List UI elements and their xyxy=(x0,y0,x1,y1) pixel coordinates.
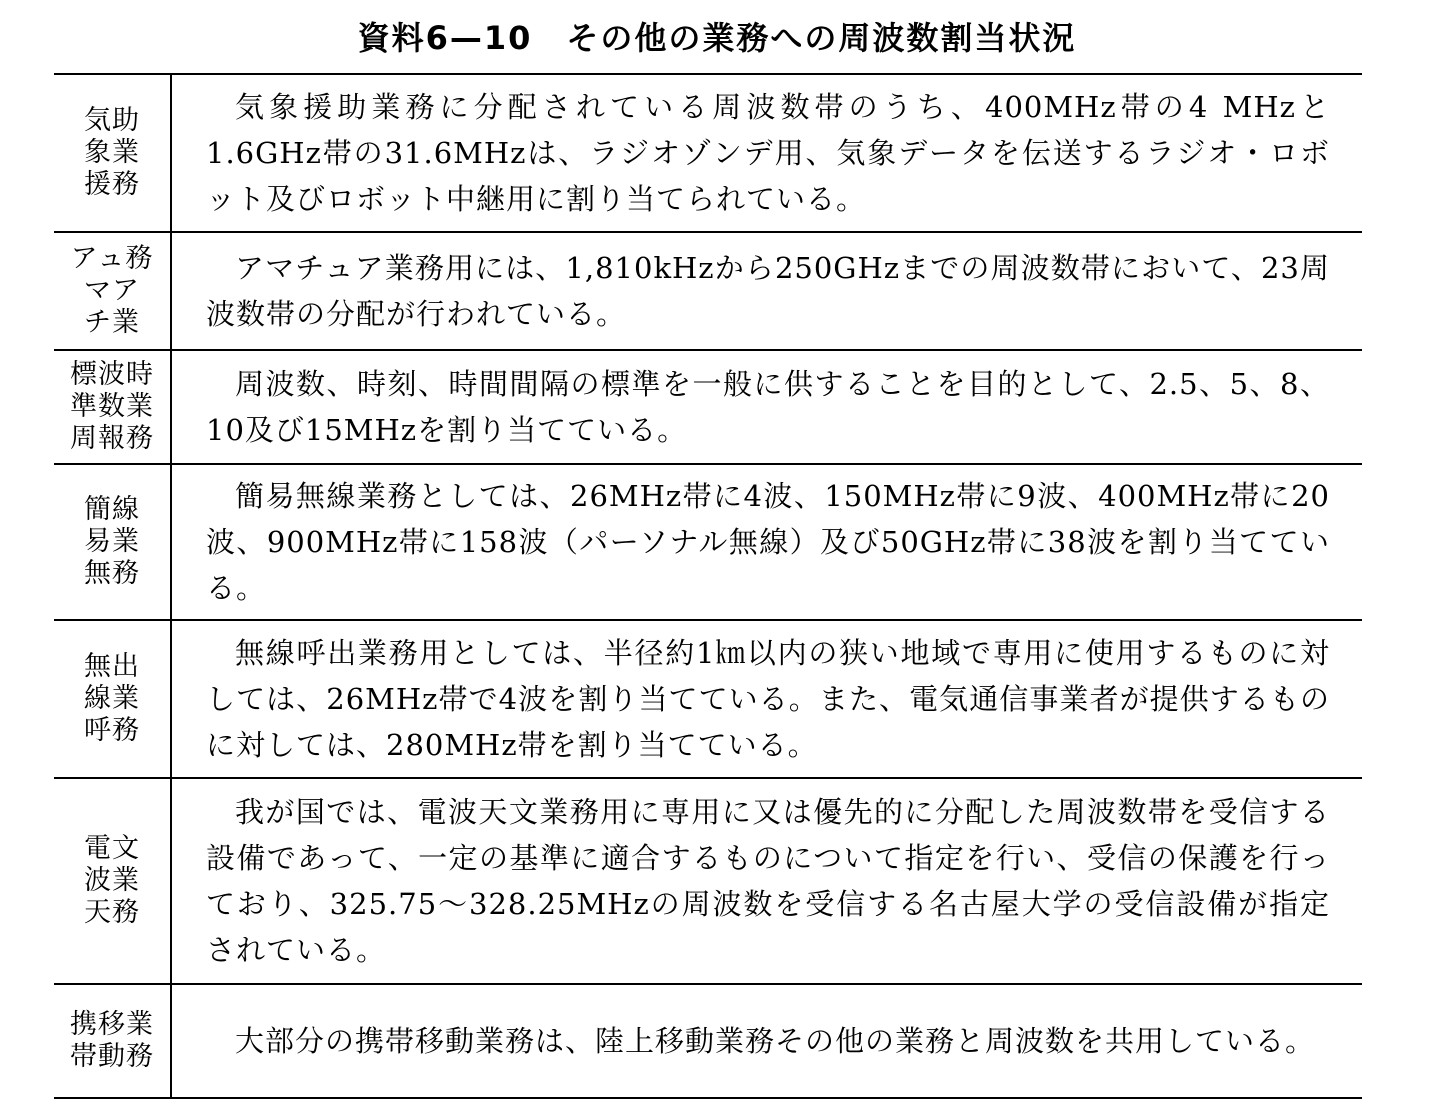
table-row xyxy=(54,620,1362,778)
service-label: 簡線 易業 無務 xyxy=(84,494,140,589)
service-description: 気象援助業務に分配されている周波数帯のうち、400MHz帯の4 MHzと1.6GHz帯の31.6MHzは、ラジオゾンデ用、気象データを伝送するラジオ・ロボット及びロボット中継用に割り当てられている。 xyxy=(171,74,1362,232)
service-label: 電文 波業 天務 xyxy=(84,833,140,928)
service-description: 我が国では、電波天文業務用に専用に又は優先的に分配した周波数帯を受信する設備であって、一定の基準に適合するものについて指定を行い、受信の保護を行っており、325.75～328.25MHzの周波数を受信する名古屋大学の受信設備が指定されている。 xyxy=(171,778,1362,984)
service-label-cell xyxy=(54,778,171,984)
service-label-cell xyxy=(54,620,171,778)
service-label-cell xyxy=(54,984,171,1098)
service-label: 気助 象業 援務 xyxy=(84,105,140,200)
service-description: 簡易無線業務としては、26MHz帯に4波、150MHz帯に9波、400MHz帯に20波、900MHz帯に158波（パーソナル無線）及び50GHz帯に38波を割り当てている。 xyxy=(171,464,1362,620)
table-row xyxy=(54,778,1362,984)
service-description: 周波数、時刻、時間間隔の標準を一般に供することを目的として、2.5、5、8、10及び15MHzを割り当てている。 xyxy=(171,350,1362,464)
table-row xyxy=(54,74,1362,232)
service-label: 標波時 準数業 周報務 xyxy=(70,359,154,454)
document-title: 資料6—10 その他の業務への周波数割当状況 xyxy=(357,19,1077,57)
service-label-cell xyxy=(54,232,171,350)
table-row xyxy=(54,350,1362,464)
table-row xyxy=(54,232,1362,350)
service-label: 携移業 帯動務 xyxy=(70,1009,154,1072)
service-label-cell xyxy=(54,350,171,464)
service-description: アマチュア業務用には、1,810kHzから250GHzまでの周波数帯において、23周波数帯の分配が行われている。 xyxy=(171,232,1362,350)
table-row xyxy=(54,984,1362,1098)
frequency-allocation-table xyxy=(54,73,1362,1099)
service-label: アュ務 マア チ業 xyxy=(70,243,154,338)
table-row xyxy=(54,464,1362,620)
service-description: 無線呼出業務用としては、半径約1㎞以内の狭い地域で専用に使用するものに対しては、26MHz帯で4波を割り当てている。また、電気通信事業者が提供するものに対しては、280MHz帯を割り当てている。 xyxy=(171,620,1362,778)
service-description: 大部分の携帯移動業務は、陸上移動業務その他の業務と周波数を共用している。 xyxy=(171,984,1362,1098)
service-label-cell xyxy=(54,74,171,232)
service-label-cell xyxy=(54,464,171,620)
service-label: 無出 線業 呼務 xyxy=(84,651,140,746)
